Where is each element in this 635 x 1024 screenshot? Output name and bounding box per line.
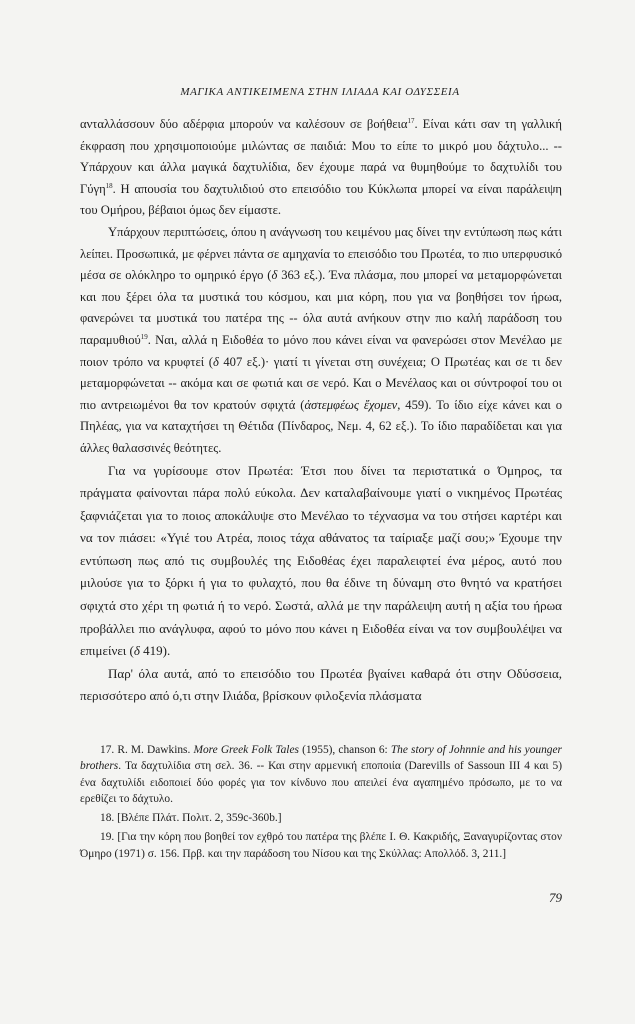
- footnote: [80, 829, 562, 862]
- text-run: . Ναι, αλλά η Ειδοθέα το μόνο που κάνει είναι να φανερώσει στον Μενέλαο με ποιον τρόπο να κρυφτεί (: [80, 332, 562, 369]
- footnote: [80, 742, 562, 807]
- italic-text: The story of Johnnie and his younger brothers: [80, 744, 562, 773]
- footnote-ref: 19: [140, 332, 148, 341]
- text-run: 419).: [139, 643, 171, 659]
- italic-text: ἀστεμφέως ἔχομεν: [304, 397, 398, 412]
- text-run: 363 εξ.). Ένα πλάσμα, που μπορεί να μεταμορφώνεται και που ξέρει όλα τα μυστικά του κόσμου, και μια κόρη, που για να βοηθήσει τον ήρωα, φανερώνει τα μυστικά του πατέρα της -- όλα αυτά ανήκουν στην πιο καλή παράδοση του παραμυθιού: [80, 268, 562, 347]
- text-run: Παρ' όλα αυτά, από το επεισόδιο του Πρωτέα βγαίνει καθαρά ότι στην Οδύσσεια, περισσότερο από ό,τι στην Ιλιάδα, βρίσκουν φιλοξενία πλάσματα: [80, 665, 562, 704]
- text-run: 17. R. M. Dawkins.: [100, 744, 194, 756]
- footnote-ref: 17: [407, 116, 415, 125]
- paragraph: [80, 114, 562, 222]
- italic-text: δ: [212, 354, 219, 369]
- page-number: 79: [549, 890, 562, 905]
- text-run: . Είναι κάτι σαν τη γαλλική έκφραση που χρησιμοποιούμε μιλώντας σε παιδιά: Μου το είπε το μικρό μου δάχτυλο... -- Υπάρχουν και άλλα μαγικά δαχτυλίδια, δεν έχουμε παρά να θυμηθούμε το δαχτυλίδι του Γύγη: [80, 117, 562, 196]
- body-text: [80, 114, 562, 708]
- text-run: , 459). Το ίδιο είχε κάνει και ο Πηλέας, για να καταχτήσει τη Θέτιδα (Πίνδαρος, Νεμ. 4, 62 εξ.). Το ίδιο παραδίδεται και για άλλες θαλασσινές θεότητες.: [80, 397, 562, 455]
- paragraph: [80, 663, 562, 708]
- text-run: . Τα δαχτυλίδια στη σελ. 36. -- Και στην αρμενική εποποιία (Darevills of Sassoun III 4 και 5) ένα δαχτυλίδι ειδοποιεί δύο φορές για τον κίνδυνο που απειλεί ένα αγαπημένο πρόσωπο, με το να ερεθίζει το δάχτυλο.: [80, 760, 562, 805]
- italic-text: More Greek Folk Tales: [193, 744, 299, 756]
- text-run: ανταλλάσσουν δύο αδέρφια μπορούν να καλέσουν σε βοήθεια: [80, 117, 408, 131]
- footnotes: [80, 742, 562, 865]
- footnote: [80, 810, 562, 826]
- text-run: 407 εξ.)· γιατί τι γίνεται στη συνέχεια; Ο Πρωτέας και σε τι δεν μεταμορφώνεται -- ακόμα και σε φωτιά και σε νερό. Και ο Μενέλαος και οι σύντροφοί του οι πιο αντρειωμένοι θα τον κρατούν σφιχτά (: [80, 354, 562, 412]
- paragraph: [80, 222, 562, 460]
- italic-text: δ: [271, 268, 278, 283]
- text-run: Για να γυρίσουμε στον Πρωτέα: Έτσι που δίνει τα περιστατικά ο Όμηρος, τα πράγματα φαίνονται πάρα πολύ εύκολα. Δεν καταλαβαίνουμε γιατί ο νικημένος Πρωτέας ξαφνιάζεται για το ποιος αποκάλυψε στο Μενέλαο το τέχνασμα να του στήσει καρτέρι και να τον πιάσει: «Υγιέ του Ατρέα, ποιος τάχα αθάνατος τα ταίριαξε μαζί σου;» Έχουμε την εντύπωση πως από τις συμβουλές της Ειδοθέας έχει παραλειφτεί ένα μέρος, αυτό που μιλούσε για το ξόρκι ή για το φυλαχτό, που θα έδινε τη δύναμη στο θνητό να κρατήσει σφιχτά στο χέρι τη φωτιά ή το νερό. Σωστά, αλλά με την παράλειψη αυτή η αξία του ήρωα προβάλλει πιο ανάγλυφα, αφού το μόνο που κάνει η Ειδοθέα είναι να τον συμβουλέψει να επιμείνει (: [80, 462, 562, 659]
- footnote-ref: 18: [105, 181, 113, 190]
- text-run: Υπάρχουν περιπτώσεις, όπου η ανάγνωση του κειμένου μας δίνει την εντύπωση πως κάτι λείπει. Προσωπικά, με φέρνει πάντα σε αμηχανία το επεισόδιο του Πρωτέα, το πιο υπερφυσικό μέσα σε ολόκληρο το ομηρικό έργο (: [80, 224, 562, 283]
- text-run: 19. [Για την κόρη που βοηθεί τον εχθρό του πατέρα της βλέπε Ι. Θ. Κακριδής, Ξαναγυρίζοντας στον Όμηρο (1971) σ. 156. Πρβ. και την παράδοση του Νίσου και της Σκύλλας: Απολλόδ. 3, 211.]: [80, 831, 562, 860]
- italic-text: δ: [133, 643, 140, 659]
- paragraph: [80, 460, 562, 663]
- text-run: . Η απουσία του δαχτυλιδιού στο επεισόδιο του Κύκλωπα μπορεί να είναι παράλειψη του Ομήρου, βέβαιοι όμως δεν είμαστε.: [80, 181, 562, 218]
- text-run: (1955), chanson 6:: [298, 744, 391, 756]
- running-head: ΜΑΓΙΚΑ ΑΝΤΙΚΕΙΜΕΝΑ ΣΤΗΝ ΙΛΙΑΔΑ ΚΑΙ ΟΔΥΣΣΕΙΑ: [180, 86, 460, 98]
- text-run: 18. [Βλέπε Πλάτ. Πολιτ. 2, 359c-360b.]: [100, 812, 282, 825]
